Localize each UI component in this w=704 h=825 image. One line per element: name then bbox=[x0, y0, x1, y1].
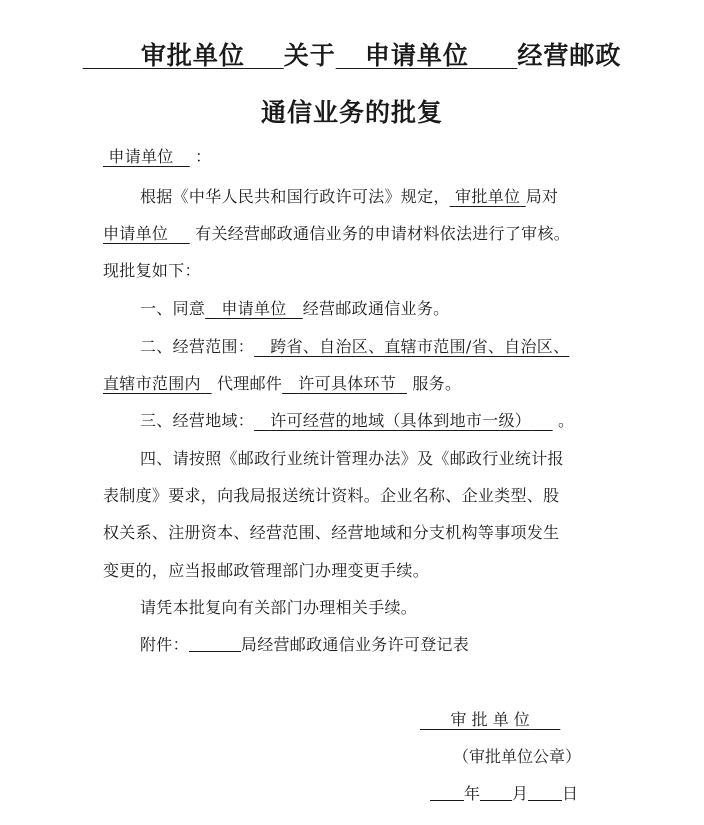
month-blank bbox=[480, 784, 512, 801]
item1-text-a: 一、同意 bbox=[140, 299, 206, 318]
item2-scope-2: 直辖市范围内 bbox=[103, 374, 201, 393]
paragraph-1-line-1 bbox=[140, 186, 704, 208]
paragraph-1-line-3: 现批复如下： bbox=[103, 261, 201, 280]
addressee: 申请单位 bbox=[108, 147, 174, 166]
item-4-line-3: 权关系、注册资本、经营范围、经营地域和分支机构等事项发生 bbox=[103, 523, 560, 542]
title-line-1 bbox=[0, 38, 704, 74]
addressee-line bbox=[103, 146, 703, 168]
item2-text-a: 二、经营范围： bbox=[140, 337, 255, 356]
title-line1-tail: 经营邮政 bbox=[517, 41, 622, 70]
item-4-line-2: 表制度》要求，向我局报送统计资料。企业名称、企业类型、股 bbox=[103, 486, 560, 505]
attachment-blank bbox=[189, 635, 241, 652]
p1-text-a: 根据《中华人民共和国行政许可法》规定， bbox=[140, 187, 450, 206]
attachment-line bbox=[140, 634, 704, 656]
paragraph-1-line-2 bbox=[103, 223, 703, 245]
addressee-colon: ： bbox=[195, 147, 212, 166]
item-3 bbox=[140, 410, 704, 432]
item2-text-c: 服务。 bbox=[412, 374, 462, 393]
item1-text-b: 经营邮政通信业务。 bbox=[302, 299, 450, 318]
signature-date bbox=[430, 783, 578, 805]
title-about: 关于 bbox=[283, 41, 336, 70]
signature-seal: （审批单位公章） bbox=[453, 747, 582, 766]
item3-region: 许可经营的地域（具体到地市一级） bbox=[270, 411, 532, 430]
closing-line: 请凭本批复向有关部门办理相关手续。 bbox=[140, 598, 418, 617]
item2-link: 许可具体环节 bbox=[298, 374, 397, 393]
item-4-line-1: 四、请按照《邮政行业统计管理办法》及《邮政行业统计报 bbox=[140, 449, 564, 468]
p1-text-c: 有关经营邮政通信业务的申请材料依法进行了审核。 bbox=[195, 224, 571, 243]
signature-unit bbox=[420, 709, 560, 731]
year-blank bbox=[430, 784, 464, 801]
title-approver: 审批单位 bbox=[140, 41, 245, 70]
title-applicant: 申请单位 bbox=[364, 41, 469, 70]
p1-text-b: 局对 bbox=[525, 187, 559, 206]
attachment-label: 附件： bbox=[140, 635, 189, 654]
signature-unit-text: 审 批 单 位 bbox=[450, 710, 530, 729]
item2-scope-1: 跨省、自治区、直辖市范围/省、自治区、 bbox=[270, 337, 570, 356]
year-label: 年 bbox=[464, 784, 481, 803]
p1-approver: 审批单位 bbox=[455, 187, 521, 206]
item-4-line-4: 变更的，应当报邮政管理部门办理变更手续。 bbox=[103, 561, 430, 580]
item-1 bbox=[140, 298, 704, 320]
item3-text-a: 三、经营地域： bbox=[140, 411, 255, 430]
attachment-text: 局经营邮政通信业务许可登记表 bbox=[240, 635, 470, 654]
title-line-2: 通信业务的批复 bbox=[260, 98, 443, 127]
day-blank bbox=[528, 784, 562, 801]
month-label: 月 bbox=[512, 784, 529, 803]
item2-text-b: 代理邮件 bbox=[216, 374, 283, 393]
p1-applicant: 申请单位 bbox=[103, 224, 169, 243]
item-2-line-1 bbox=[140, 336, 704, 358]
item-2-line-2 bbox=[103, 373, 703, 395]
item3-text-b: 。 bbox=[558, 411, 575, 430]
item1-applicant: 申请单位 bbox=[221, 299, 287, 318]
day-label: 日 bbox=[562, 784, 579, 803]
